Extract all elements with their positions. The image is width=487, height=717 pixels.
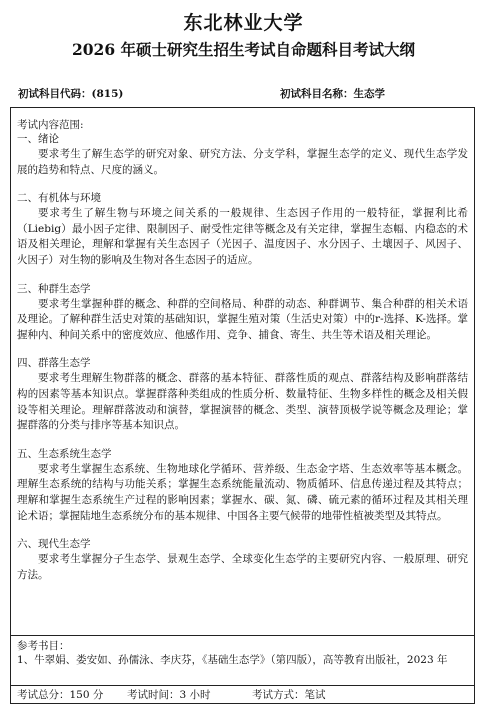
exam-title: 2026 年硕士研究生招生考试自命题科目考试大纲 [71,40,416,59]
section-title: 二、有机体与环境 [17,192,101,205]
section-title: 五、生态系统生态学 [17,447,112,460]
references-label: 参考书目： [17,640,70,652]
section-title: 一、绪论 [17,133,59,145]
section-title: 三、种群生态学 [17,282,91,295]
total-score: 考试总分：150 分 [17,689,104,701]
exam-format: 考试方式：笔试 [252,689,326,701]
section-body: 要求考生了解生物与环境之间关系的一般规律、生态因子作用的一般特征，掌握利比希（Liebig）最小因子定律、限制因子、耐受性定律等概念及有关定律，掌握生态幅、内稳态的术语及相关理论，理解和掌握有关生态因子（光因子、温度因子、水分因子、土壤因子、风因子、火因子）对生物的影响及生物对各生态因子的适应。 [17,207,468,266]
section-modern-ecology [17,537,468,583]
university-title: 东北林业大学 [183,12,304,34]
section-body: 要求考生掌握分子生态学、景观生态学、全球变化生态学的主要研究内容、一般原理、研究方法。 [17,553,468,581]
section-community-ecology [17,356,468,433]
section-body: 要求考生掌握种群的概念、种群的空间格局、种群的动态、种群调节、集合种群的相关术语及理论。了解种群生活史对策的基础知识，掌握生殖对策（生活史对策）中的r-选择、K-选择。掌握种内、种间关系中的密度效应、他感作用、竞争、捕食、寄生、共生等术语及相关理论。 [17,297,468,341]
section-organism-environment [17,191,468,268]
section-body: 要求考生理解生物群落的概念、群落的基本特征、群落性质的观点、群落结构及影响群落结构的因素等基本知识点。掌握群落种类组成的性质分析、数量特征、生物多样性的概念及相关假设等相关理论。理解群落波动和演替，掌握演替的概念、类型、演替顶极学说等概念及理论；掌握群落的分类与排序等基本知识点。 [17,372,468,432]
references-cell [11,636,474,686]
reference-item: 1、牛翠娟、娄安如、孙儒泳、李庆芬，《基础生态学》（第四版），高等教育出版社，2023 年 [17,654,448,666]
section-title: 六、现代生态学 [17,538,91,551]
section-body: 要求考生了解生态学的研究对象、研究方法、分支学科，掌握生态学的定义、现代生态学发展的趋势和特点、尺度的涵义。 [17,148,468,176]
scope-label: 考试内容范围: [17,119,84,131]
section-ecosystem-ecology [17,447,468,524]
subject-name: 初试科目名称：生态学 [280,88,385,100]
syllabus-table [10,107,475,704]
section-title: 四、群落生态学 [17,357,91,370]
section-body: 要求考生掌握生态系统、生物地球化学循环、营养级、生态金字塔、生态效率等基本概念。理解生态系统的结构与功能关系；掌握生态系统能量流动、物质循环、信息传递过程及其特点；理解和掌握生态系统生产过程的影响因素；掌握水、碳、氮、磷、硫元素的循环过程及其相关理论术语；掌握陆地生态系统分布的基本规律、中国各主要气候带的地带性植被类型及其特点。 [17,462,468,522]
exam-time: 考试时间：3 小时 [127,689,211,701]
exam-info-row [11,686,474,705]
subject-code: 初试科目代码：(815) [18,88,124,100]
section-intro [17,132,468,178]
section-population-ecology [17,282,468,344]
content-scope-cell [11,108,474,636]
